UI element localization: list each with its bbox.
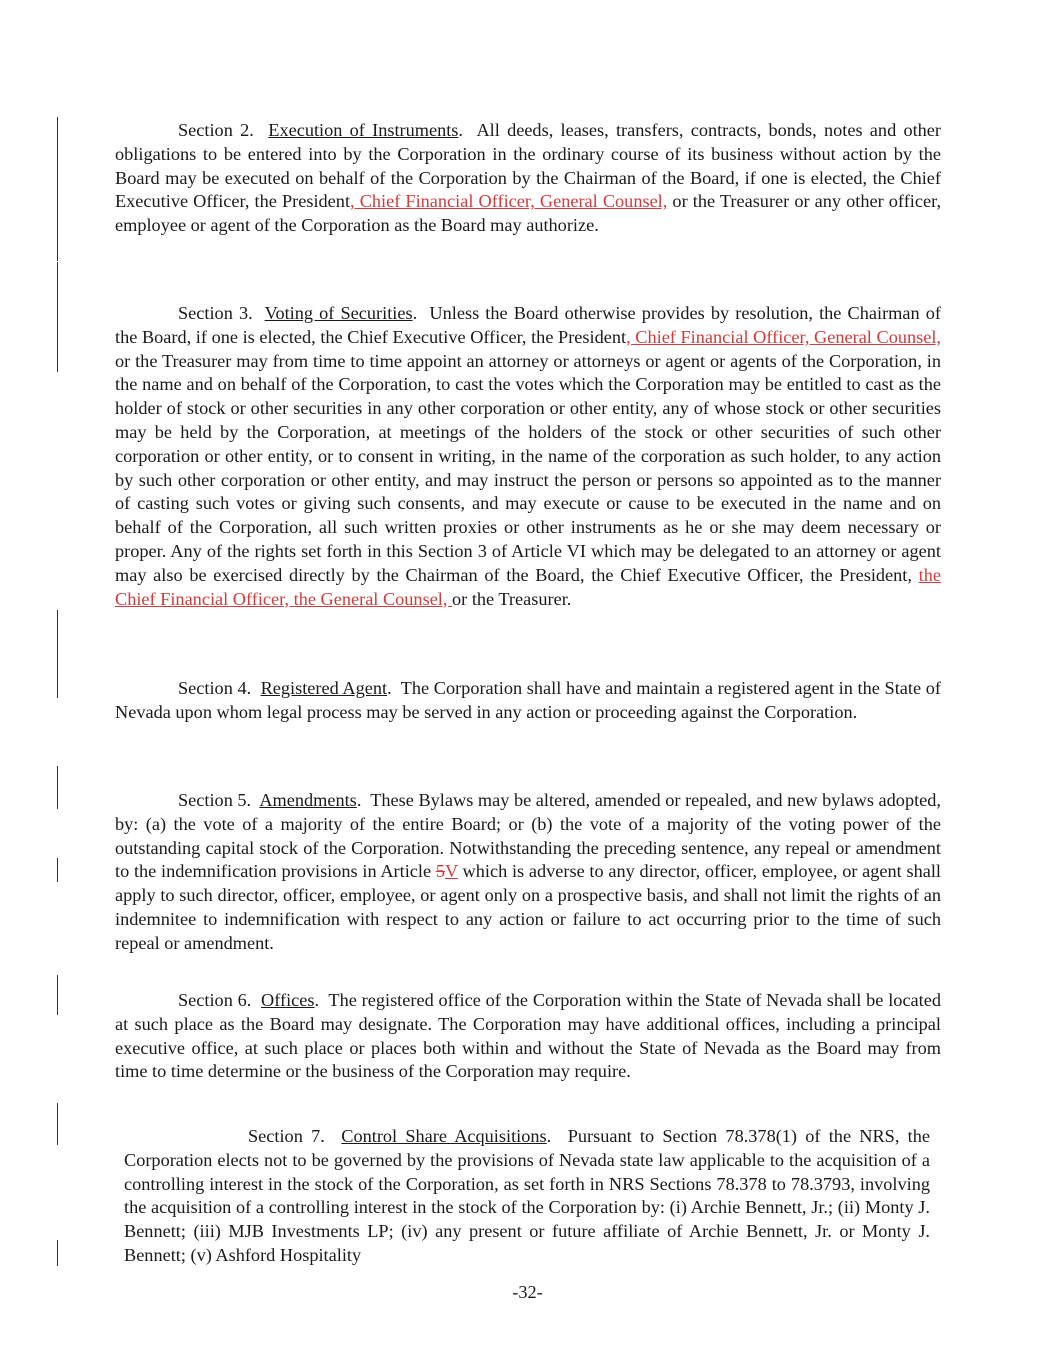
change-bar [57,1240,58,1266]
section-2-label: Section 2. [178,120,254,140]
section-6-title: Offices [261,990,315,1010]
change-bar [57,766,58,809]
section-5-title: Amendments [259,790,357,810]
section-5-paragraph: Section 5. Amendments. These Bylaws may be altered, amended or repealed, and new bylaws adopted, by: (a) the vote of a majority of the entire Board; or (b) the vote of a majority of the voting power of the outstanding capital stock of the Corporation. Notwithstanding the preceding sentence, any repeal or amendment to the indemnification provisions in Article 5V which is adverse to any director, officer, employee, or agent shall apply to such director, officer, employee, or agent only on a prospective basis, and shall not limit the rights of an indemnitee to indemnification with respect to any action or failure to act occurring prior to the time of such repeal or amendment. [115,790,941,953]
section-4-label: Section 4. [178,678,252,698]
section-7-label: Section 7. [248,1126,325,1146]
section-6-text: The registered office of the Corporation within the State of Nevada shall be located at such place as the Board may designate. The Corporation may have additional offices, including a principal executive office, at such place or places both within and without the State of Nevada as the Board may from time to time determine or the business of the Corporation may require. [115,990,942,1082]
section-2-text: All deeds, leases, transfers, contracts, bonds, notes and other obligations to be entered into by the Corporation in the ordinary course of its business without action by the Board may be executed on behalf of the Corporation by the Chairman of the Board, if one is elected, the Chief Executive Officer, the President [115,120,942,212]
section-4-text: The Corporation shall have and maintain a registered agent in the State of Nevada upon whom legal process may be served in any action or proceeding against the Corporation. [115,678,941,722]
section-3-insertion: the Chief Financial Officer, the General Counsel, [115,564,941,609]
section-3-title: Voting of Securities [264,303,413,323]
page-number: -32- [512,1282,543,1302]
section-5-text: which is adverse to any director, officer, employee, or agent shall apply to such director, officer, employee, or agent only on a prospective basis, and shall not limit the rights of an indemnitee to indemnification with respect to any action or failure to act occurring prior to the time of such repeal or amendment. [115,861,941,953]
section-3-insertion: , Chief Financial Officer, General Counsel, [626,326,941,347]
section-6-label: Section 6. [178,990,252,1010]
section-2-paragraph: Section 2. Execution of Instruments. All deeds, leases, transfers, contracts, bonds, notes and other obligations to be entered into by the Corporation in the ordinary course of its business without action by the Board may be executed on behalf of the Corporation by the Chairman of the Board, if one is elected, the Chief Executive Officer, the President, Chief Financial Officer, General Counsel, or the Treasurer or any other officer, employee or agent of the Corporation as the Board may authorize. [115,120,942,236]
section-3-text: or the Treasurer may from time to time appoint an attorney or attorneys or agent or agents of the Corporation, in the name and on behalf of the Corporation, to cast the votes which the Corporation may be entitled to cast as the holder of stock or other securities in any other corporation or other entity, any of whose stock or other securities may be held by the Corporation, at meetings of the holders of the stock or other securities of such other corporation or other entity, or to consent in writing, in the name of the corporation as such holder, to any action by such other corporation or other entity, and may instruct the person or persons so appointed as to the manner of casting such votes or giving such consents, and may execute or cause to be executed in the name and on behalf of the Corporation, all such written proxies or other instruments as he or she may deem necessary or proper. Any of the rights set forth in this Section 3 of Article VI which may be delegated to an attorney or agent may also be exercised directly by the Chairman of the Board, the Chief Executive Officer, the President, [115,350,941,585]
section-2-text: or the Treasurer or any other officer, employee or agent of the Corporation as the Board may authorize. [115,191,942,236]
change-bar [57,262,58,372]
section-7-title: Control Share Acquisitions [341,1126,547,1146]
section-5-deletion: 5 [435,861,445,882]
change-bar [57,610,58,698]
section-2-insertion: , Chief Financial Officer, General Counsel, [350,191,668,212]
change-bar [57,1103,58,1145]
section-3-text: Unless the Board otherwise provides by resolution, the Chairman of the Board, if one is elected, the Chief Executive Officer, the President [115,303,941,347]
section-7-paragraph: Section 7. Control Share Acquisitions. Pursuant to Section 78.378(1) of the NRS, the Corporation elects not to be governed by the provisions of Nevada state law applicable to the acquisition of a controlling interest in the stock of the Corporation, as set forth in NRS Sections 78.378 to 78.3793, involving the acquisition of a controlling interest in the stock of the Corporation by: (i) Archie Bennett, Jr.; (ii) Monty J. Bennett; (iii) MJB Investments LP; (iv) any present or future affiliate of Archie Bennett, Jr. or Monty J. Bennett; (v) Ashford Hospitality [124,1126,930,1265]
section-4-title: Registered Agent [260,678,388,698]
section-5-insertion: V [444,861,458,882]
section-5-text: These Bylaws may be altered, amended or repealed, and new bylaws adopted, by: (a) the vote of a majority of the entire Board; or (b) the vote of a majority of the voting power of the outstanding capital stock of the Corporation. Notwithstanding the preceding sentence, any repeal or amendment to the indemnification provisions in Article [115,790,941,882]
change-bar [57,975,58,1015]
section-2-title: Execution of Instruments [268,120,459,140]
section-7-text: Pursuant to Section 78.378(1) of the NRS, the Corporation elects not to be governed by the provisions of Nevada state law applicable to the acquisition of a controlling interest in the stock of the Corporation, as set forth in NRS Sections 78.378 to 78.3793, involving the acquisition of a controlling interest in the stock of the Corporation by: (i) Archie Bennett, Jr.; (ii) Monty J. Bennett; (iii) MJB Investments LP; (iv) any present or future affiliate of Archie Bennett, Jr. or Monty J. Bennett; (v) Ashford Hospitality [124,1126,930,1265]
change-bar [57,858,58,882]
section-3-paragraph: Section 3. Voting of Securities. Unless the Board otherwise provides by resolution, the Chairman of the Board, if one is elected, the Chief Executive Officer, the President, Chief Financial Officer, General Counsel, or the Treasurer may from time to time appoint an attorney or attorneys or agent or agents of the Corporation, in the name and on behalf of the Corporation, to cast the votes which the Corporation may be entitled to cast as the holder of stock or other securities in any other corporation or other entity, any of whose stock or other securities may be held by the Corporation, at meetings of the holders of the stock or other securities of such other corporation or other entity, or to consent in writing, in the name of the corporation as such holder, to any action by such other corporation or other entity, and may instruct the person or persons so appointed as to the manner of casting such votes or giving such consents, and may execute or cause to be executed in the name and on behalf of the Corporation, all such written proxies or other instruments as he or she may deem necessary or proper. Any of the rights set forth in this Section 3 of Article VI which may be delegated to an attorney or agent may also be exercised directly by the Chairman of the Board, the Chief Executive Officer, the President, the Chief Financial Officer, the General Counsel, or the Treasurer. [115,303,941,609]
section-4-paragraph: Section 4. Registered Agent. The Corporation shall have and maintain a registered agent in the State of Nevada upon whom legal process may be served in any action or proceeding against the Corporation. [115,678,941,722]
section-3-label: Section 3. [178,303,253,323]
change-bar [57,117,58,261]
section-3-text: or the Treasurer. [452,588,572,609]
section-5-label: Section 5. [178,790,252,810]
section-6-paragraph: Section 6. Offices. The registered office of the Corporation within the State of Nevada shall be located at such place as the Board may designate. The Corporation may have additional offices, including a principal executive office, at such place or places both within and without the State of Nevada as the Board may from time to time determine or the business of the Corporation may require. [115,990,942,1082]
